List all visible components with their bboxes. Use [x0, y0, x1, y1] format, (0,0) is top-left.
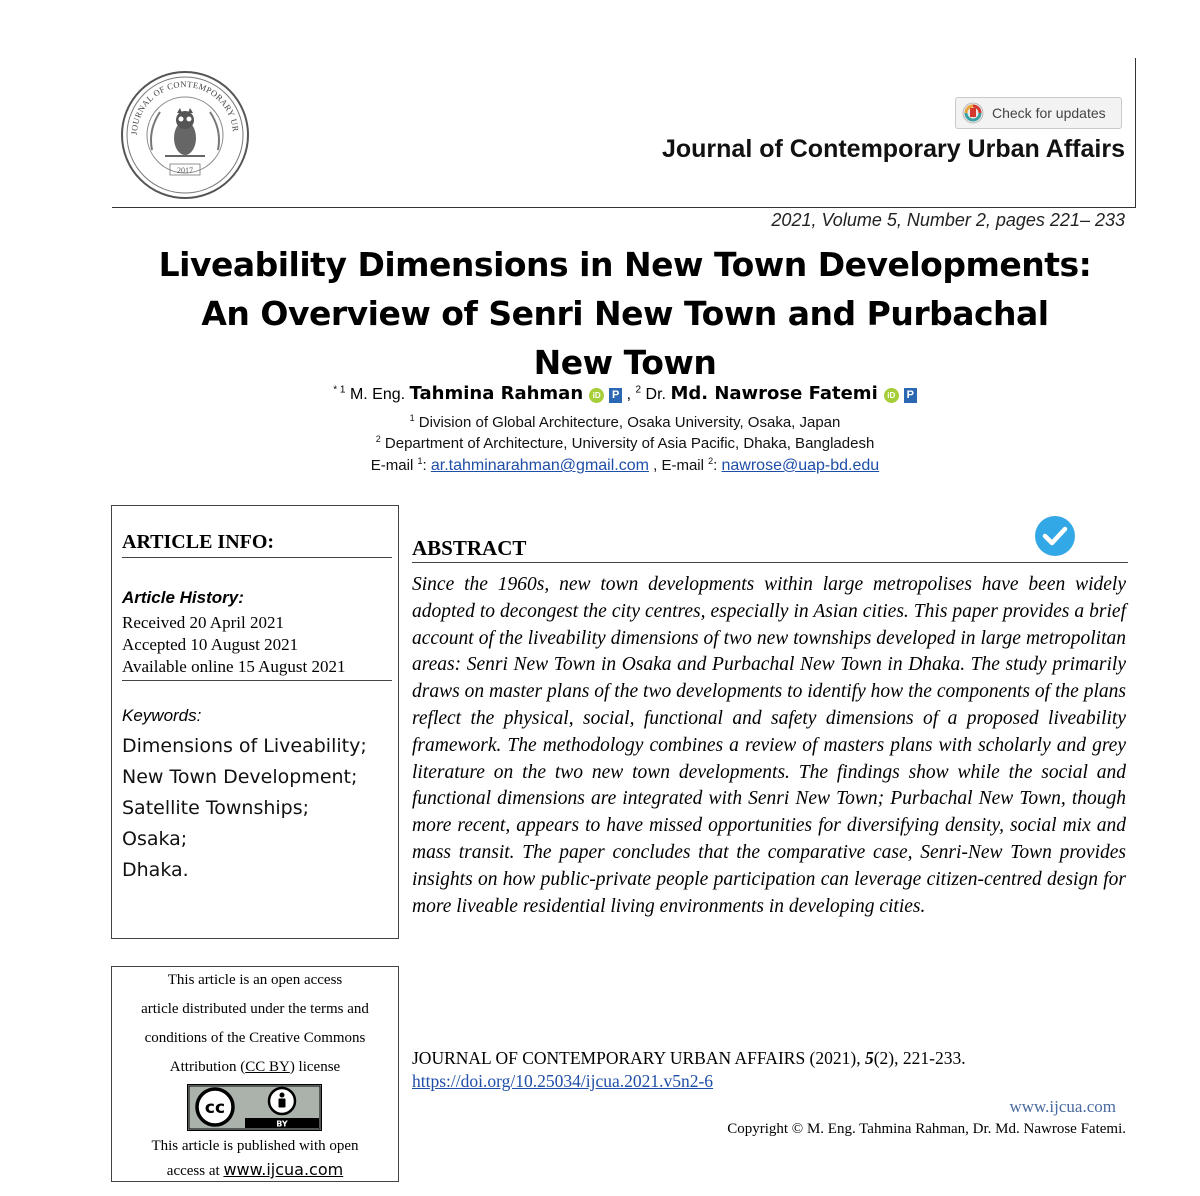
- doi-link[interactable]: https://doi.org/10.25034/ijcua.2021.v5n2-6: [412, 1071, 714, 1091]
- attribution-prefix: Attribution (: [169, 1059, 246, 1075]
- affiliation-2-marker: 2: [375, 434, 381, 444]
- keywords-label: Keywords:: [122, 706, 202, 725]
- journal-logo: [120, 70, 250, 200]
- author-2-name[interactable]: Md. Nawrose Fatemi: [670, 383, 878, 404]
- author-2-marker: 2: [635, 384, 642, 396]
- abstract-body: Since the 1960s, new town developments within large metropolises have been widely adopted to decongest the city centres, especially in Asian cities. This paper provides a brief account of the liveability dimensions of two new townships developed in large metropolitan areas: Senri New Town in Osaka and Purbachal New Town in Dhaka. The study primarily draws on master plans of the two developments to identify how the components of the plans reflect the physical, social, functional and safety dimensions of a proposed liveability framework. The methodology combines a review of masters plans with scholarly and grey literature on the two new town developments. The findings show while the social and functional dimensions are integrated with Senri New Town; Purbachal New Town, though more recent, appears to have missed opportunities for diversifying density, social mix and mass transit. The paper concludes that the comparative case, Senri-New Town provides insights on how public-private people participation can leverage citizen-centred design for more liveable residential living environments in developing cities.: [412, 574, 1126, 917]
- email-link-2[interactable]: nawrose@uap-bd.edu: [721, 457, 880, 474]
- affiliation-2-text: Department of Architecture, University of Asia Pacific, Dhaka, Bangladesh: [384, 435, 875, 452]
- journal-site-link[interactable]: www.ijcua.com: [223, 1160, 344, 1179]
- author-1-name[interactable]: Tahmina Rahman: [409, 383, 584, 404]
- header-rule-vertical: [1135, 58, 1136, 208]
- article-history-list: [122, 612, 392, 681]
- title-line-1: Liveability Dimensions in New Town Developments:: [158, 245, 1092, 284]
- license-line-3: conditions of the Creative Commons: [144, 1030, 366, 1046]
- email-colon-2: :: [713, 457, 718, 474]
- affiliation-1-text: Division of Global Architecture, Osaka University, Osaka, Japan: [418, 414, 841, 431]
- license-line-1: This article is an open access: [167, 972, 343, 988]
- journal-title: Journal of Contemporary Urban Affairs: [661, 135, 1125, 163]
- keyword-item: Satellite Townships;: [122, 797, 310, 819]
- license-published-line: This article is published with open: [151, 1138, 359, 1154]
- article-history-label: Article History:: [122, 588, 244, 607]
- authors-line: [100, 383, 1150, 404]
- email-line: [100, 456, 1150, 475]
- check-for-updates-button[interactable]: [955, 97, 1122, 129]
- cc-badge-by: BY: [276, 1119, 288, 1129]
- keyword-item: New Town Development;: [122, 766, 358, 788]
- email-marker-2: 2: [708, 456, 714, 466]
- citation-volume: 5: [864, 1048, 874, 1068]
- orcid-icon[interactable]: iD: [884, 388, 899, 403]
- history-received: Received 20 April 2021: [122, 613, 284, 632]
- keyword-item: Dimensions of Liveability;: [122, 735, 367, 757]
- citation-issue-pages: (2), 221-233.: [873, 1048, 966, 1068]
- article-info-heading: ARTICLE INFO:: [122, 531, 392, 558]
- citation-journal: JOURNAL OF CONTEMPORARY URBAN AFFAIRS (2021),: [412, 1048, 861, 1068]
- author-1-prefix: M. Eng.: [349, 386, 406, 403]
- history-online: Available online 15 August 2021: [122, 657, 346, 676]
- email-label-1: E-mail: [370, 457, 414, 474]
- access-prefix: access at: [166, 1163, 220, 1179]
- author-2-prefix: Dr.: [645, 386, 666, 403]
- license-access-line: [118, 1158, 392, 1183]
- license-line-2: article distributed under the terms and: [141, 1001, 369, 1017]
- affiliation-1: [100, 413, 1150, 431]
- owl-seal-logo-icon: [120, 70, 250, 200]
- author-1-marker: * 1: [333, 384, 346, 396]
- email-link-1[interactable]: ar.tahminarahman@gmail.com: [430, 457, 649, 474]
- profile-icon[interactable]: P: [609, 388, 622, 403]
- history-accepted: Accepted 10 August 2021: [122, 635, 299, 654]
- email-label-2: , E-mail: [653, 457, 704, 474]
- author-separator: ,: [626, 386, 632, 403]
- license-line-4: [118, 1053, 392, 1082]
- affiliation-2: [100, 434, 1150, 452]
- title-line-2: An Overview of Senri New Town and Purbachal: [201, 294, 1049, 333]
- affiliation-1-marker: 1: [409, 413, 415, 423]
- license-text: [118, 966, 392, 1082]
- keyword-item: Osaka;: [122, 828, 188, 850]
- header-rule-horizontal: [112, 207, 1136, 208]
- volume-line: 2021, Volume 5, Number 2, pages 221– 233: [771, 210, 1125, 230]
- profile-icon[interactable]: P: [904, 388, 917, 403]
- email-marker-1: 1: [417, 456, 423, 466]
- orcid-icon[interactable]: iD: [589, 388, 604, 403]
- logo-year: 2017: [177, 166, 193, 175]
- keyword-item: Dhaka.: [122, 859, 189, 881]
- cc-badge-cc: cc: [204, 1098, 226, 1118]
- abstract-heading: ABSTRACT: [412, 536, 1128, 563]
- cc-by-link[interactable]: CC BY: [245, 1059, 290, 1075]
- copyright-line: Copyright © M. Eng. Tahmina Rahman, Dr. Md. Nawrose Fatemi.: [727, 1121, 1126, 1137]
- license-published-text: [118, 1134, 392, 1183]
- citation-line: [412, 1047, 1128, 1070]
- crossmark-icon: [962, 102, 984, 124]
- email-colon-1: :: [422, 457, 427, 474]
- cc-by-license-icon[interactable]: [187, 1084, 322, 1131]
- check-for-updates-label: Check for updates: [992, 105, 1106, 121]
- title-line-3: New Town: [533, 343, 717, 382]
- journal-website[interactable]: www.ijcua.com: [1009, 1097, 1116, 1116]
- keywords-list: [122, 731, 367, 886]
- attribution-suffix: ) license: [289, 1059, 341, 1075]
- citation-block: [412, 1047, 1128, 1093]
- logo-ring-text: JOURNAL OF CONTEMPORARY UR: [128, 78, 241, 136]
- article-title: [100, 240, 1150, 387]
